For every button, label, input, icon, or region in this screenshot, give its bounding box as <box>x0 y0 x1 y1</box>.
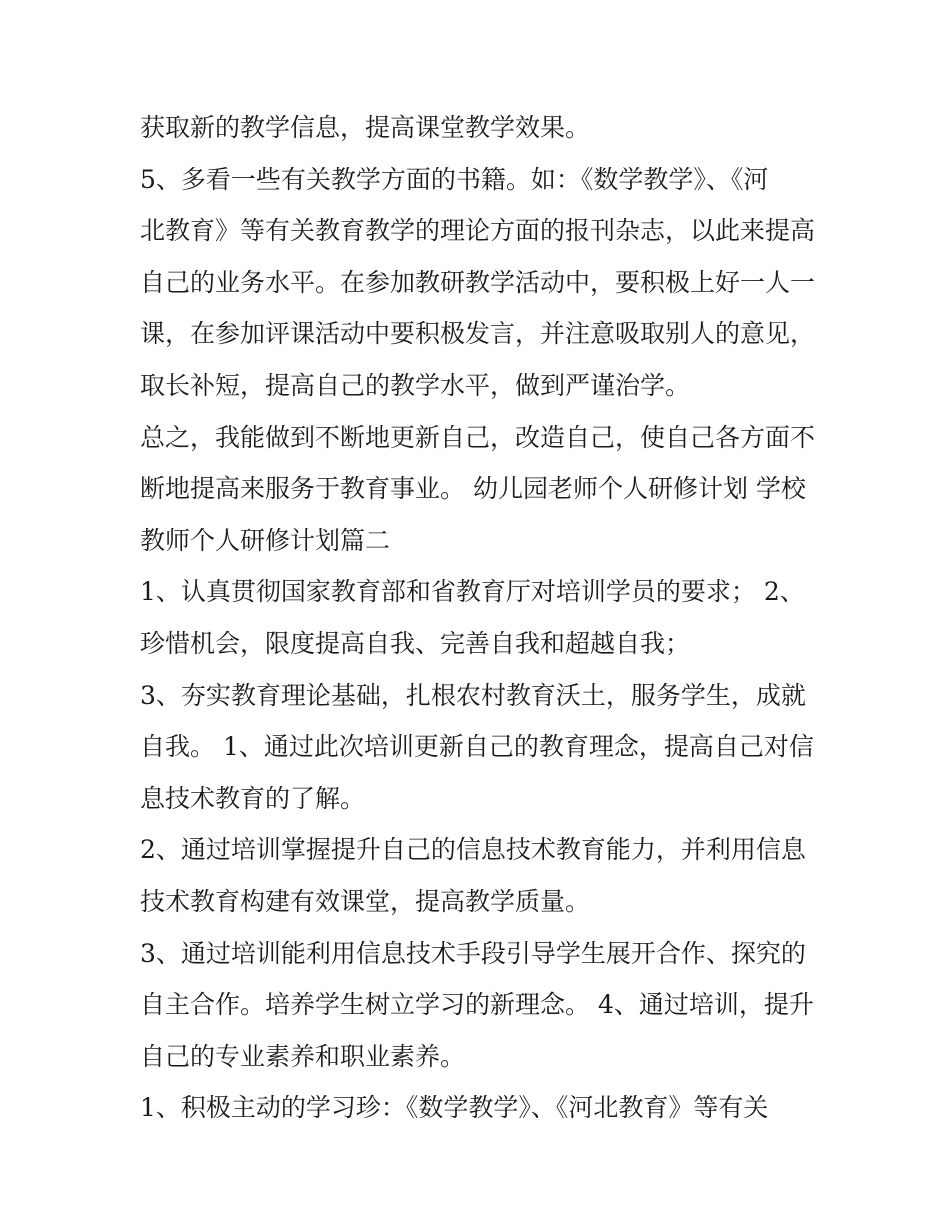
text-line: 1、积极主动的学习珍：《数学教学》、《河北教育》等有关 <box>140 1093 769 1123</box>
body-text <box>140 102 830 1134</box>
text-line: 2、通过培训掌握提升自己的信息技术教育能力，并利用信息 <box>140 835 806 865</box>
text-line: 自己的专业素养和职业素养。 <box>140 1041 466 1071</box>
text-line: 自我。 1、通过此次培训更新自己的教育理念，提高自己对信 <box>140 732 814 762</box>
text-line: 5、多看一些有关教学方面的书籍。如：《数学教学》、《河 <box>140 164 769 194</box>
text-line: 北教育》等有关教育教学的理论方面的报刊杂志，以此来提高 <box>140 216 816 246</box>
text-line: 教师个人研修计划篇二 <box>140 525 391 555</box>
text-line: 技术教育构建有效课堂，提高教学质量。 <box>140 886 591 916</box>
text-line: 自己的业务水平。在参加教研教学活动中，要积极上好一人一 <box>140 267 816 297</box>
text-line: 获取新的教学信息，提高课堂教学效果。 <box>140 113 591 142</box>
text-line: 3、夯实教育理论基础，扎根农村教育沃土，服务学生，成就 <box>140 680 806 710</box>
text-line: 息技术教育的了解。 <box>140 783 366 813</box>
text-line: 1、认真贯彻国家教育部和省教育厅对培训学员的要求； 2、 <box>140 577 805 607</box>
text-line: 断地提高来服务于教育事业。 幼儿园老师个人研修计划 学校 <box>140 474 806 504</box>
text-line: 总之，我能做到不断地更新自己，改造自己，使自己各方面不 <box>140 422 816 452</box>
text-line: 取长补短，提高自己的教学水平，做到严谨治学。 <box>140 370 691 400</box>
text-line: 3、通过培训能利用信息技术手段引导学生展开合作、探究的 <box>140 938 806 968</box>
text-line: 课，在参加评课活动中要积极发言，并注意吸取别人的意见， <box>140 319 816 349</box>
text-line: 珍惜机会，限度提高自我、完善自我和超越自我； <box>140 628 691 658</box>
text-line: 自主合作。培养学生树立学习的新理念。 4、通过培训，提升 <box>140 990 814 1020</box>
